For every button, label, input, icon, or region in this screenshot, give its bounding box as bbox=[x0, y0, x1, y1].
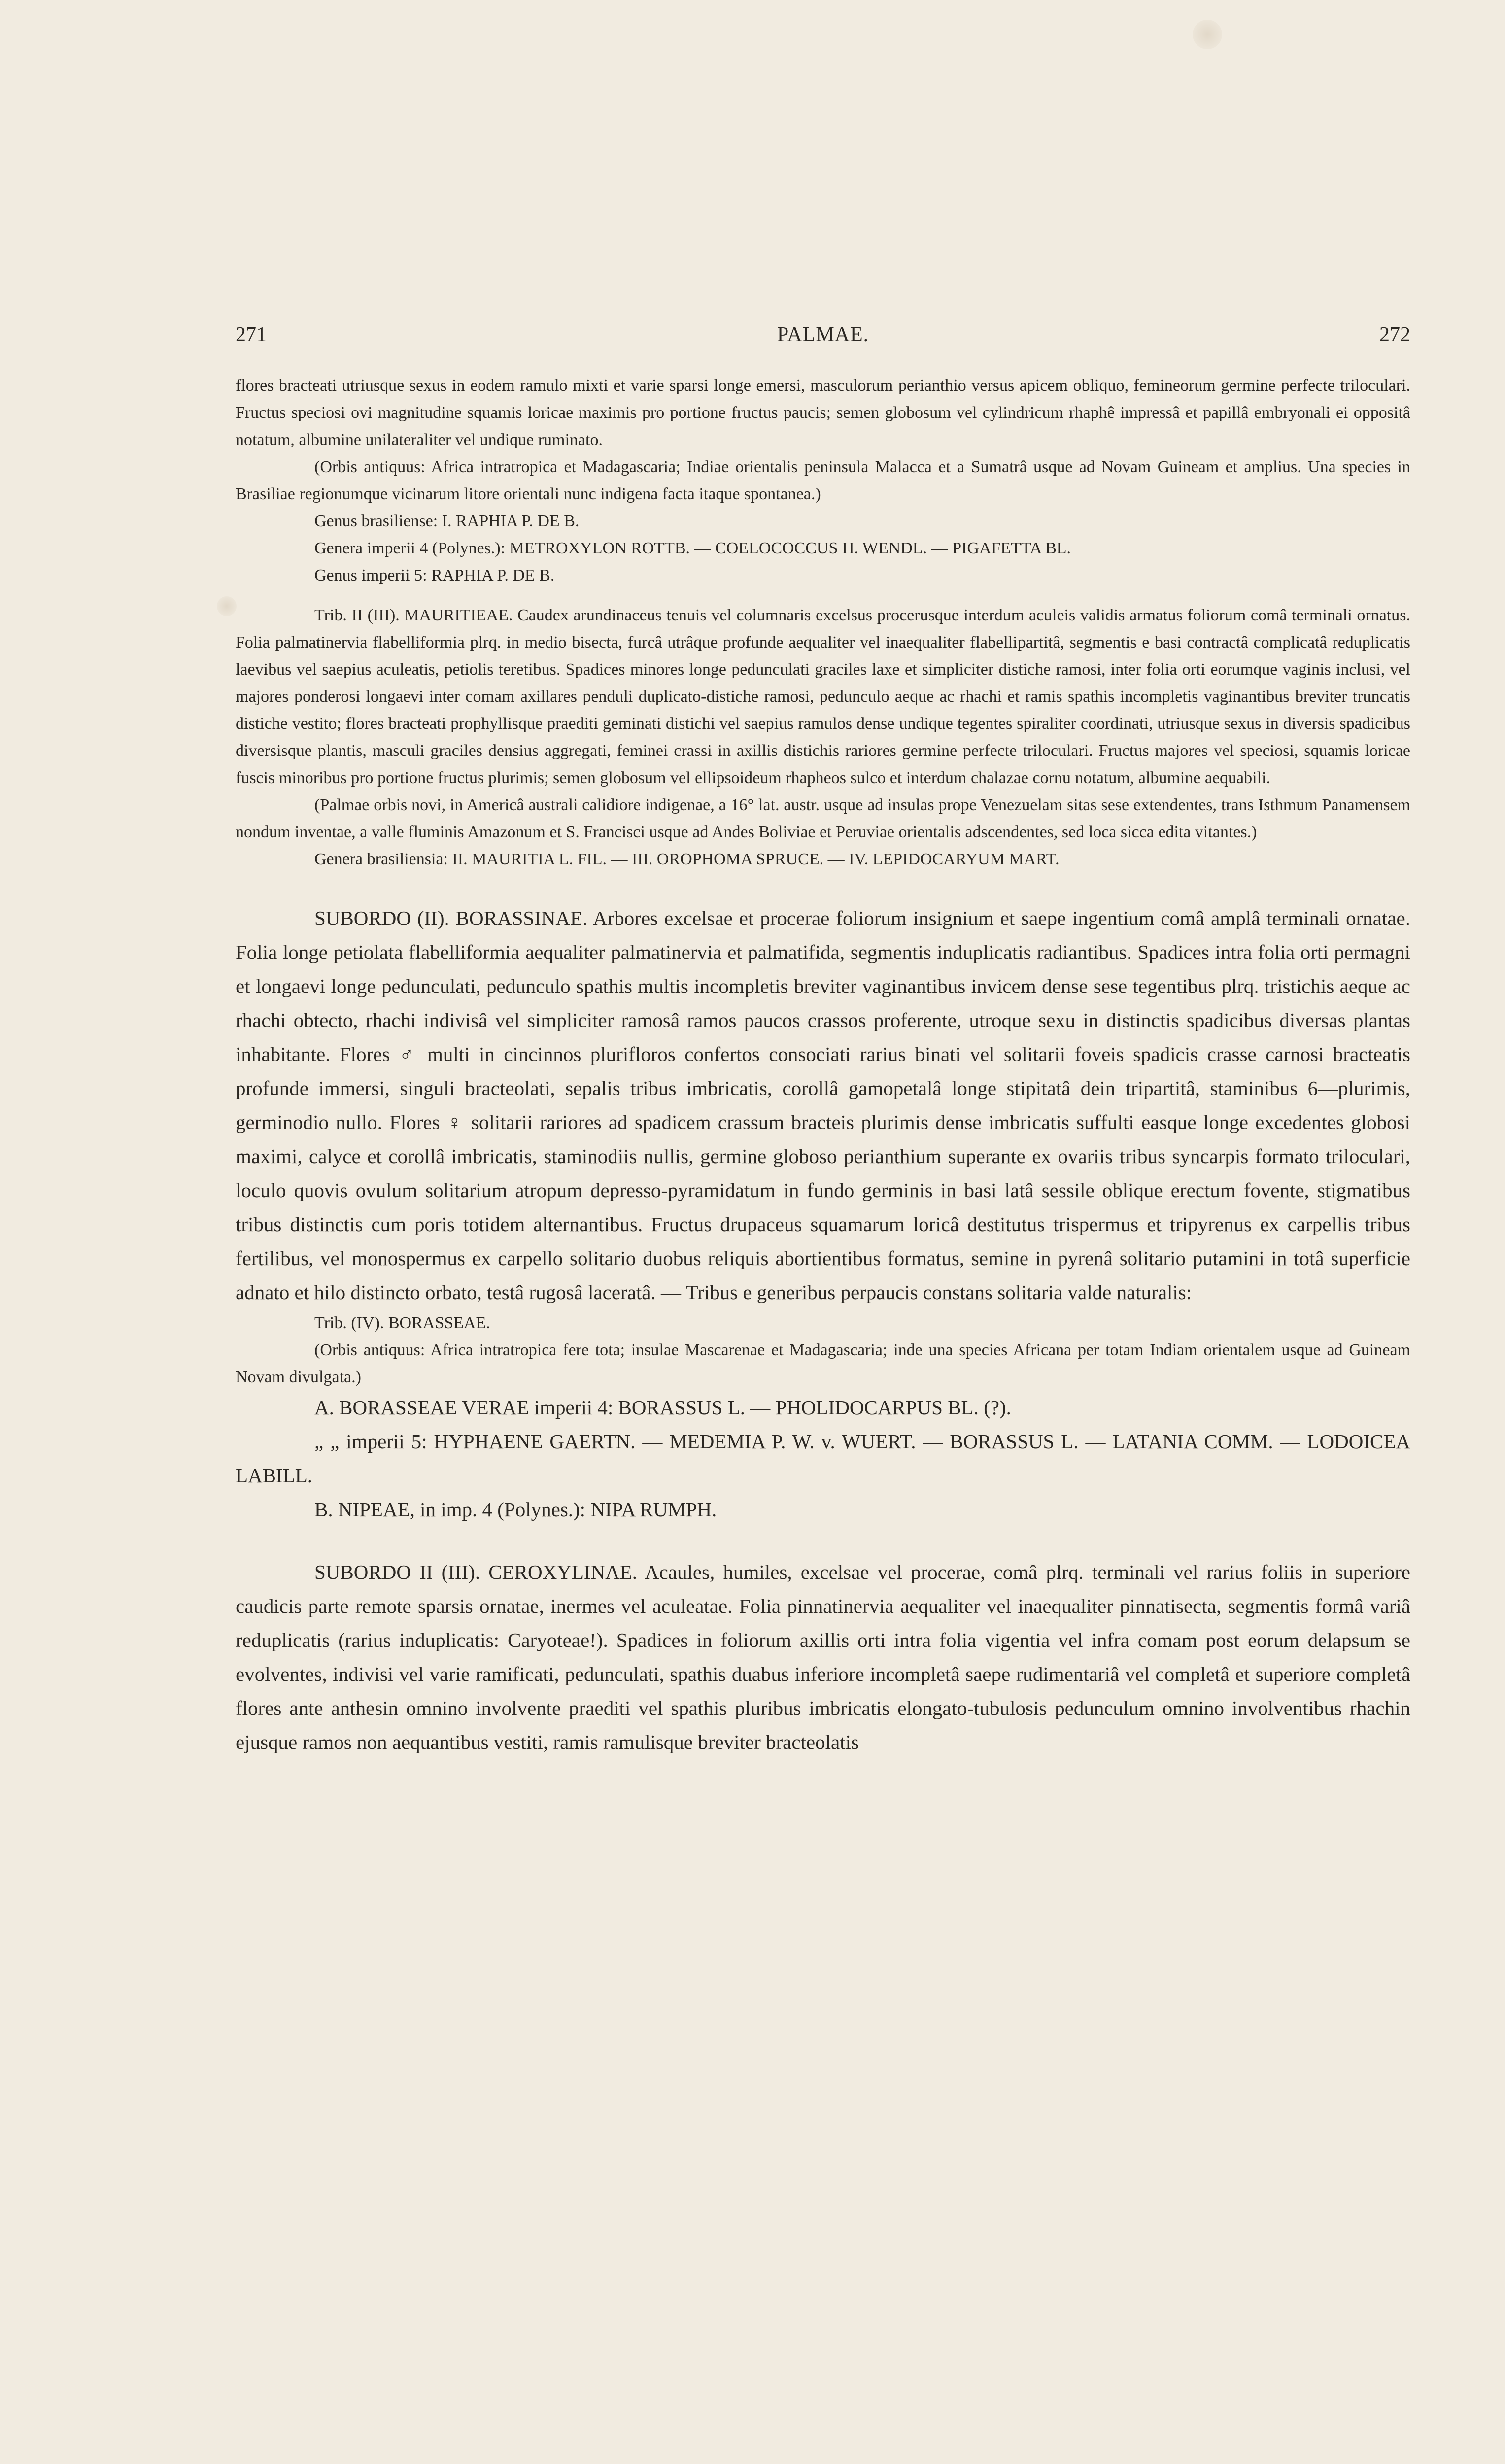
page-number-left: 271 bbox=[236, 323, 267, 346]
paragraph-ceroxylinae: SUBORDO II (III). CEROXYLINAE. Acaules, humiles, excelsae vel procerae, comâ plrq. terminali vel rarius foliis in superiore caudicis parte remote sparsis ornatae, inermes vel aculeatae. Folia pinnatinervia aequaliter vel inaequaliter pinnatisecta, segmentis formâ variâ reduplicatis (rarius induplicatis: Caryoteae!). Spadices in foliorum axillis orti intra folia vigentia vel infra comam post eorum delapsum se evolventes, indivisi vel varie ramificati, pedunculati, spathis duabus inferiore incompletâ saepe rudimentariâ vel completâ et superiore completâ flores ante anthesin omnino involvente praediti vel spathis pluribus imbricatis elongato-tubulosis pedunculum omnino involventibus rhachin ejusque ramos non aequantibus vestiti, ramis ramulisque breviter bracteolatis bbox=[236, 1561, 1410, 1753]
paragraph-genus-imperii-5: Genus imperii 5: RAPHIA P. DE B. bbox=[314, 566, 555, 584]
paragraph-borassinae: SUBORDO (II). BORASSINAE. Arbores excelsae et procerae foliorum insignium et saepe ingentium comâ amplâ terminali ornatae. Folia longe petiolata flabelliformia aequaliter palmatinervia et palmatifida, segmentis induplicatis radiantibus. Spadices intra folia orti permagni et longaevi longe pedunculati, pedunculo spathis multis incompletis breviter vaginantibus invicem dense sese tegentibus plrq. tristichis aeque ac rhachi obtecto, rhachi indivisâ vel simpliciter ramosâ ramos paucos crassos proferente, utroque sexu in distinctis spadicibus diversas plantas inhabitante. Flores ♂ multi in cincinnos plurifloros confertos consociati rarius binati vel solitarii foveis spadicis crasse carnosi bracteatis profunde immersi, singuli bracteolati, sepalis tribus imbricatis, corollâ gamopetalâ longe stipitatâ dein tripartitâ, staminibus 6—plurimis, germinodio nullo. Flores ♀ solitarii rariores ad spadicem crassum bracteis plurimis dense imbricatis suffulti easque longe excedentes globosi maximi, calyce et corollâ imbricatis, staminodiis nullis, germine globoso perianthium superante ex ovariis tribus syncarpis formato triloculari, loculo quovis ovulum solitarium atropum depresso-pyramidatum in fundo germinis in basi latâ sessile oblique erectum fovente, stigmatibus tribus distinctis cum poris totidem alternantibus. Fructus drupaceus squamarum loricâ destitutus trispermus et tripyrenus ex carpellis tribus fertilibus, vel monospermus ex carpello solitario duobus reliquis abortientibus formatus, semine in pyrenâ solitario putamini in totâ superficie adnato et hilo distincto orbato, testâ rugosâ laceratâ. — Tribus e generibus perpaucis constans solitaria valde naturalis: bbox=[236, 907, 1410, 1303]
paragraph-genus-brasiliense: Genus brasiliense: I. RAPHIA P. DE B. bbox=[314, 512, 580, 530]
running-header bbox=[236, 323, 1410, 357]
paragraph-nipeae: B. NIPEAE, in imp. 4 (Polynes.): NIPA RUMPH. bbox=[314, 1498, 717, 1521]
paragraph-genera-brasiliensia: Genera brasiliensia: II. MAURITIA L. FIL. — III. OROPHOMA SPRUCE. — IV. LEPIDOCARYUM MART. bbox=[314, 850, 1060, 868]
paragraph-borasseae-verae: A. BORASSEAE VERAE imperii 4: BORASSUS L. — PHOLIDOCARPUS BL. (?). bbox=[314, 1396, 1011, 1419]
paragraph-borasseae-distribution: (Orbis antiquus: Africa intratropica fere tota; insulae Mascarenae et Madagascaria; inde una species Africana per totam Indiam orientalem usque ad Guineam Novam divulgata.) bbox=[236, 1341, 1410, 1386]
paragraph-borasseae-trib: Trib. (IV). BORASSEAE. bbox=[314, 1314, 490, 1332]
paragraph-raphia-distribution: (Orbis antiquus: Africa intratropica et Madagascaria; Indiae orientalis peninsula Malacca et a Sumatrâ usque ad Novam Guineam et amplius. Una species in Brasiliae regionumque vicinarum litore orientali nunc indigena facta itaque spontanea.) bbox=[236, 458, 1410, 503]
paragraph-imperii-5-genera: „ „ imperii 5: HYPHAENE GAERTN. — MEDEMIA P. W. v. WUERT. — BORASSUS L. — LATANIA COMM. — LODOICEA LABILL. bbox=[236, 1430, 1410, 1487]
paper-speck bbox=[217, 596, 237, 616]
text-body bbox=[236, 372, 1410, 1759]
paragraph-mauritieae: Trib. II (III). MAURITIEAE. Caudex arundinaceus tenuis vel columnaris excelsus procerusque interdum aculeis validis armatus foliorum comâ terminali ornatus. Folia palmatinervia flabelliformia plrq. in medio bisecta, furcâ utrâque profunde aequaliter vel inaequaliter flabellipartitâ, segmentis e basi contractâ complicatâ reduplicatis laevibus vel saepius aculeatis, petiolis teretibus. Spadices minores longe pedunculati graciles laxe et simpliciter distiche ramosi, inter folia orti eorumque vaginis inclusi, vel majores ponderosi longaevi inter comam axillares penduli duplicato-distiche ramosi, pedunculo aeque ac rhachi et ramis spathis incompletis vaginantibus breviter truncatis distiche vestito; flores bracteati prophyllisque praediti geminati distichi vel saepius ramulos dense undique tegentes spiraliter coordinati, utriusque sexus in diversis spadicibus diversisque plantis, masculi graciles densius aggregati, feminei crassi in axillis distichis rariores germine perfecte triloculari. Fructus majores vel speciosi, squamis loricae fuscis minoribus pro portione fructus plurimis; semen globosum vel ellipsoideum rhapheos sulco et interdum chalazae cornu notatum, albumine aequabili. bbox=[236, 606, 1410, 787]
running-title: PALMAE. bbox=[777, 323, 869, 346]
paragraph-genera-imperii-4: Genera imperii 4 (Polynes.): METROXYLON ROTTB. — COELOCOCCUS H. WENDL. — PIGAFETTA BL. bbox=[314, 539, 1071, 557]
paper-speck bbox=[1193, 20, 1222, 49]
paragraph-raphia-description: flores bracteati utriusque sexus in eodem ramulo mixti et varie sparsi longe emersi, masculorum perianthio versus apicem obliquo, femineorum germine perfecte triloculari. Fructus speciosi ovi magnitudine squamis loricae maximis pro portione fructus paucis; semen globosum vel cylindricum rhaphê impressâ et papillâ embryonali ei oppositâ notatum, albumine unilateraliter vel undique ruminato. bbox=[236, 376, 1410, 449]
page-number-right: 272 bbox=[1379, 323, 1410, 346]
paragraph-mauritieae-distribution: (Palmae orbis novi, in Americâ australi calidiore indigenae, a 16° lat. austr. usque ad insulas prope Venezuelam sitas sese extendentes, trans Isthmum Panamensem nondum inventae, a valle fluminis Amazonum et S. Francisci usque ad Andes Boliviae et Peruviae orientalis adscendentes, sed loca sicca edita vitantes.) bbox=[236, 796, 1410, 841]
